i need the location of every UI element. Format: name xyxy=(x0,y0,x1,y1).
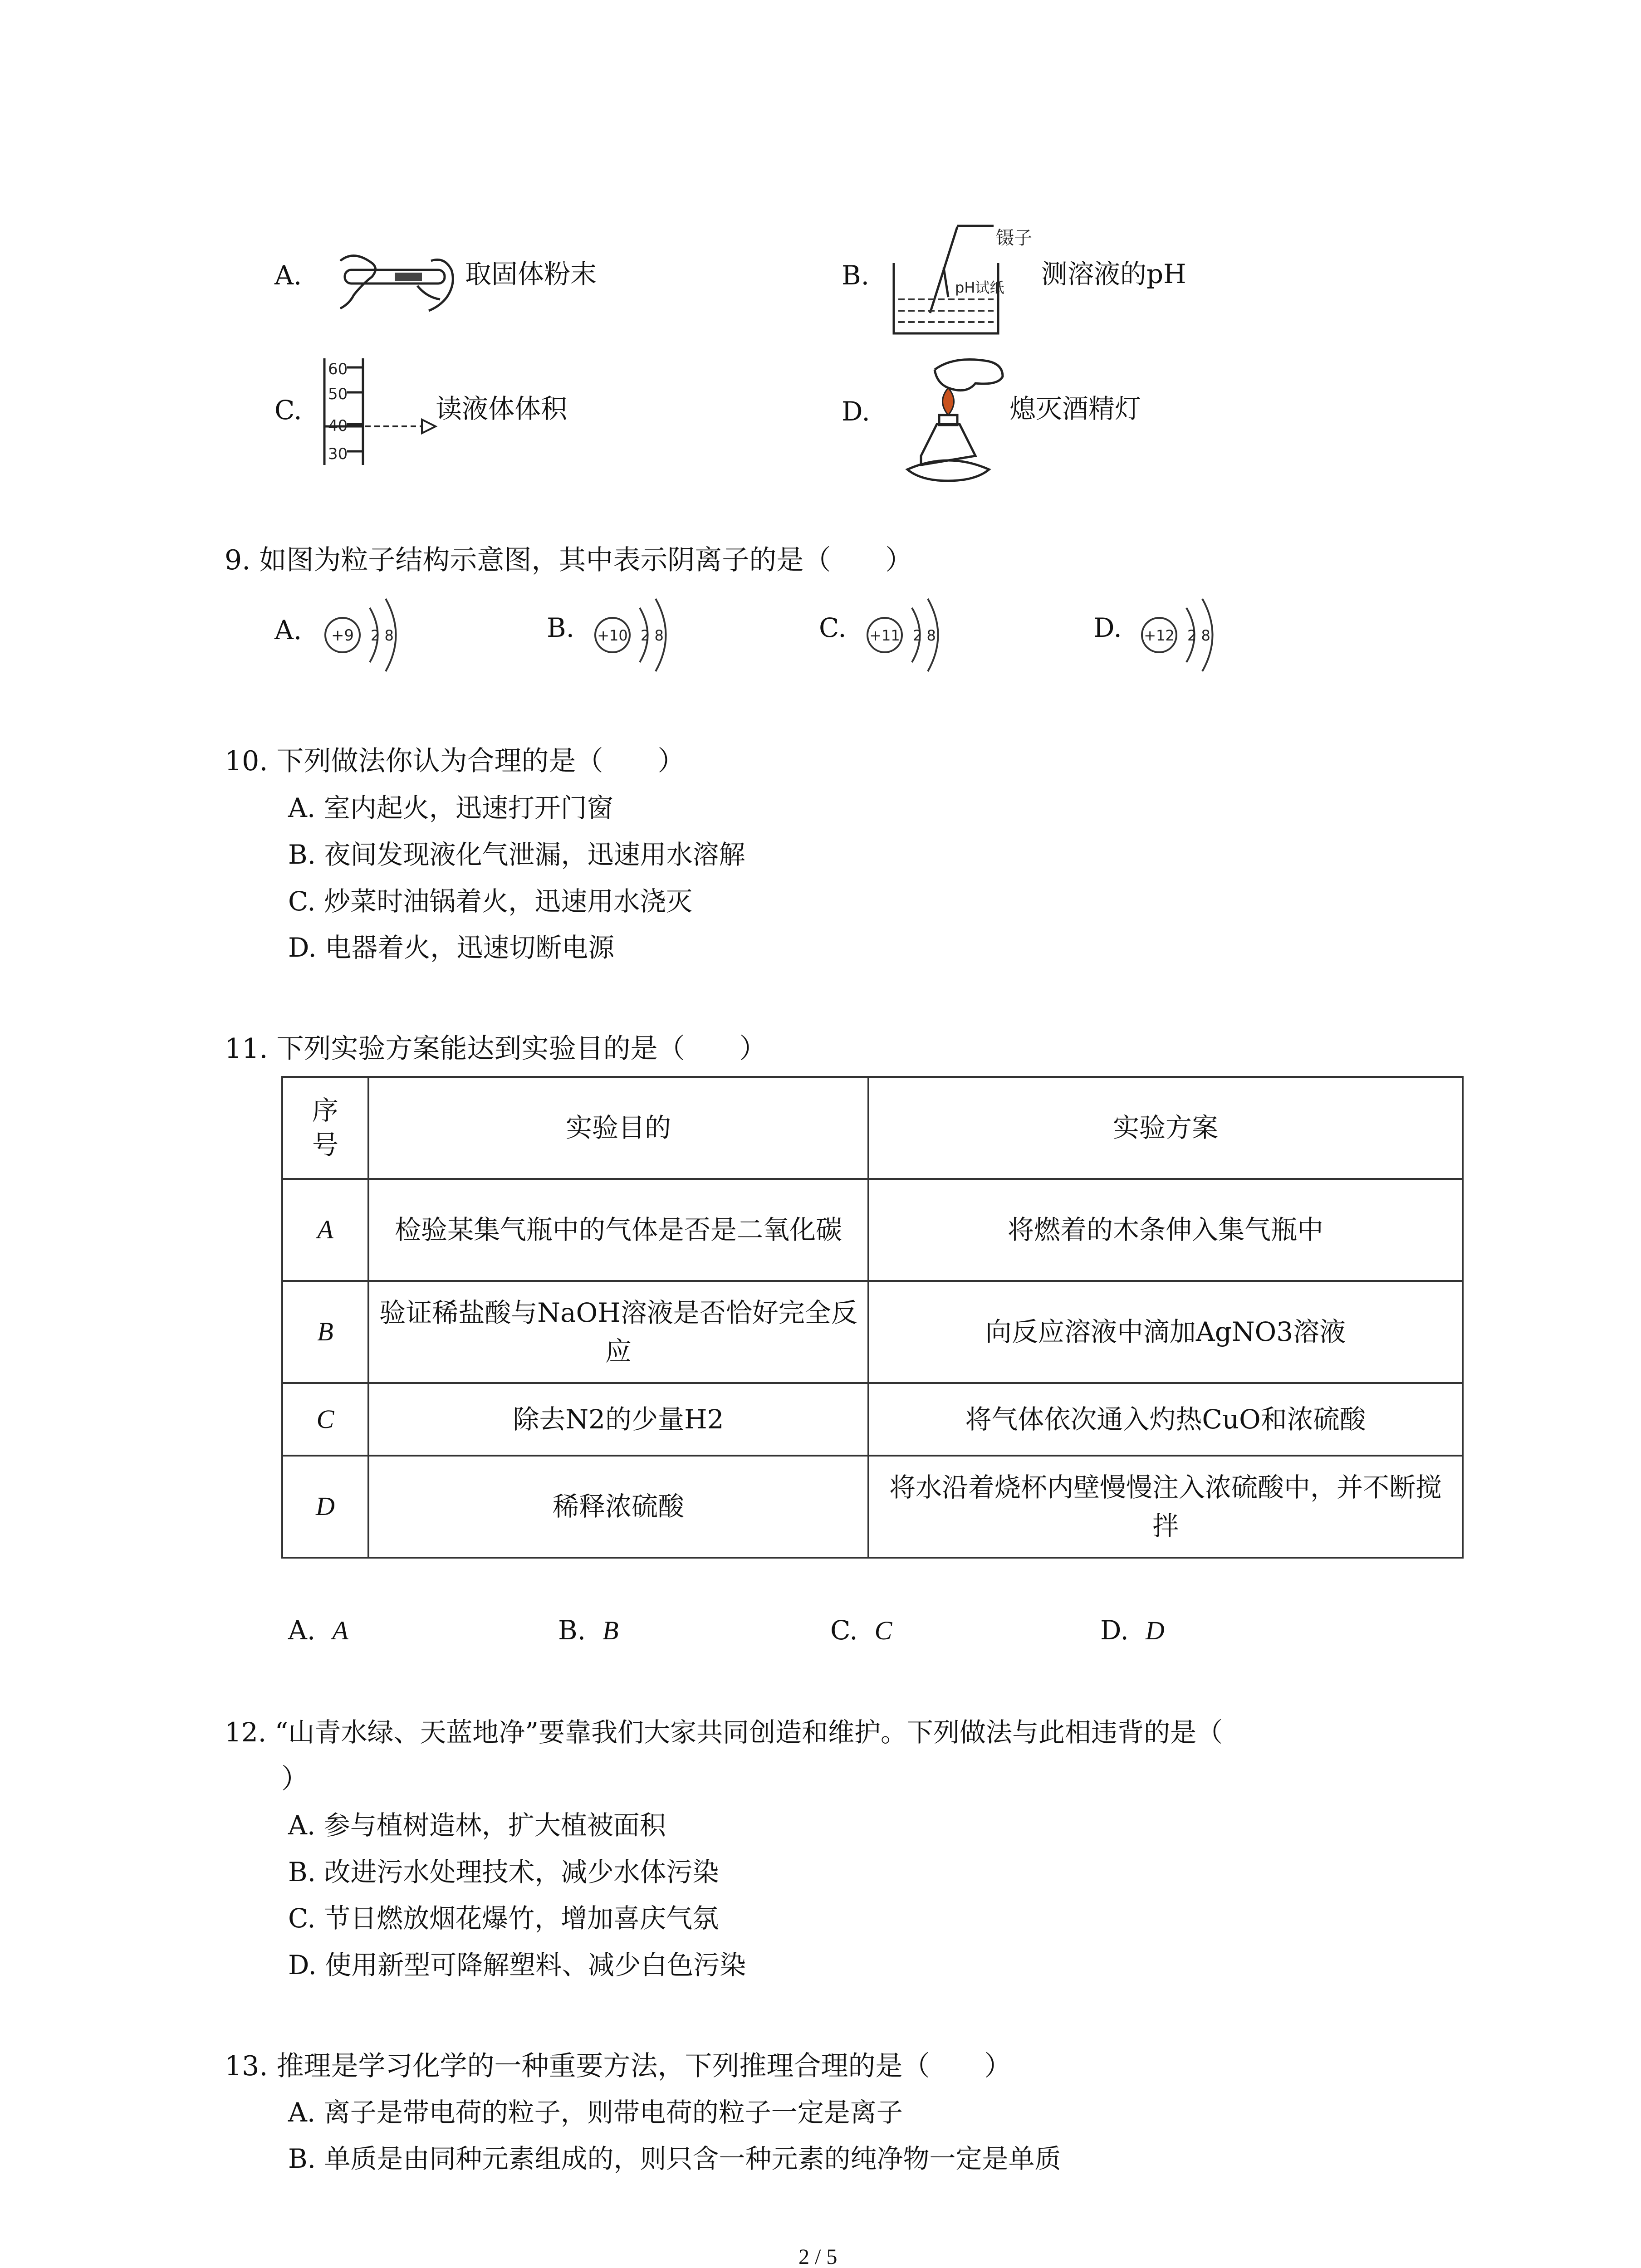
graduated-cylinder-icon xyxy=(320,358,438,467)
row-plan: 将水沿着烧杯内壁慢慢注入浓硫酸中，并不断搅拌 xyxy=(868,1456,1463,1558)
header-index: 序号 xyxy=(282,1077,368,1179)
nucleus-label-a: +9 xyxy=(331,626,354,645)
q13-option-b: B. 单质是由同种元素组成的，则只含一种元素的纯净物一定是单质 xyxy=(288,2143,1061,2174)
q12-stem-line2: ） xyxy=(281,1763,309,1795)
row-plan: 向反应溶液中滴加AgNO3溶液 xyxy=(868,1281,1463,1383)
q11-answer-b: B. B xyxy=(558,1615,619,1646)
q12-stem-line1: 12. “山青水绿、天蓝地净”要靠我们大家共同创造和维护。下列做法与此相违背的是（ xyxy=(225,1717,1223,1748)
q8-option-c-text: 读液体体积 xyxy=(436,393,568,424)
q9-option-c-letter: C. xyxy=(819,612,847,643)
nucleus-label-b: +10 xyxy=(597,627,628,644)
q8-option-a-text: 取固体粉末 xyxy=(465,259,597,289)
shell-label-b: 2 8 xyxy=(641,627,664,644)
test-tube-powder-icon xyxy=(327,243,458,315)
q10-option-d: D. 电器着火，迅速切断电源 xyxy=(288,932,615,963)
q12-option-a: A. 参与植树造林，扩大植被面积 xyxy=(288,1810,666,1841)
alcohol-lamp-icon xyxy=(889,352,1012,483)
row-goal: 验证稀盐酸与NaOH溶液是否恰好完全反应 xyxy=(368,1281,868,1383)
q11-answer-c: C. C xyxy=(830,1615,892,1646)
row-plan: 将燃着的木条伸入集气瓶中 xyxy=(868,1179,1463,1281)
row-goal: 检验某集气瓶中的气体是否是二氧化碳 xyxy=(368,1179,868,1281)
shell-label-d: 2 8 xyxy=(1187,627,1210,644)
q8-option-a-letter: A. xyxy=(274,260,302,291)
q13-option-a: A. 离子是带电荷的粒子，则带电荷的粒子一定是离子 xyxy=(288,2097,903,2128)
atom-diagram-a-icon xyxy=(320,590,411,680)
q8-option-b-letter: B. xyxy=(842,260,870,291)
tweezers-label: 镊子 xyxy=(996,228,1032,249)
table-row xyxy=(282,1281,1463,1383)
q9-option-a-letter: A. xyxy=(274,615,302,645)
table-header-row xyxy=(282,1077,1463,1179)
nucleus-label-d: +12 xyxy=(1144,627,1175,644)
atom-diagram-d-icon xyxy=(1136,590,1227,680)
q8-option-b-text: 测溶液的pH xyxy=(1041,259,1186,289)
q8-option-c-letter: C. xyxy=(274,395,302,425)
shell-label-a: 2 8 xyxy=(371,627,394,644)
tick-30: 30 xyxy=(328,445,348,463)
ph-paper-label: pH试纸 xyxy=(955,279,1004,296)
table-row xyxy=(282,1179,1463,1281)
q9-option-d-letter: D. xyxy=(1093,612,1122,643)
q10-option-a: A. 室内起火，迅速打开门窗 xyxy=(288,792,613,823)
nucleus-label-c: +11 xyxy=(869,627,900,644)
tick-50: 50 xyxy=(328,385,348,403)
q11-answer-d: D. D xyxy=(1100,1615,1165,1646)
table-row xyxy=(282,1456,1463,1558)
row-id: C xyxy=(282,1383,368,1456)
q9-option-b-letter: B. xyxy=(547,612,575,643)
q11-answer-a: A. A xyxy=(288,1615,348,1646)
q8-option-d-text: 熄灭酒精灯 xyxy=(1009,393,1141,424)
row-id: B xyxy=(282,1281,368,1383)
row-goal: 稀释浓硫酸 xyxy=(368,1456,868,1558)
q9-stem: 9. 如图为粒子结构示意图，其中表示阴离子的是（ ） xyxy=(225,544,913,576)
row-plan: 将气体依次通入灼热CuO和浓硫酸 xyxy=(868,1383,1463,1456)
header-goal: 实验目的 xyxy=(368,1077,868,1179)
tick-40: 40 xyxy=(328,417,348,435)
tick-60: 60 xyxy=(328,360,348,378)
page-number: 2 / 5 xyxy=(798,2245,838,2268)
header-plan: 实验方案 xyxy=(868,1077,1463,1179)
row-goal: 除去N2的少量H2 xyxy=(368,1383,868,1456)
atom-diagram-c-icon xyxy=(862,590,953,680)
beaker-ph-icon xyxy=(889,218,1043,340)
q10-option-c: C. 炒菜时油锅着火，迅速用水浇灭 xyxy=(288,886,693,917)
q12-option-c: C. 节日燃放烟花爆竹，增加喜庆气氛 xyxy=(288,1903,719,1934)
q10-stem: 10. 下列做法你认为合理的是（ ） xyxy=(225,745,685,777)
q8-option-d-letter: D. xyxy=(842,396,870,427)
experiment-table xyxy=(281,1076,1464,1559)
row-id: D xyxy=(282,1456,368,1558)
q12-option-d: D. 使用新型可降解塑料、减少白色污染 xyxy=(288,1950,746,1980)
table-row xyxy=(282,1383,1463,1456)
q12-option-b: B. 改进污水处理技术，减少水体污染 xyxy=(288,1857,719,1887)
q10-option-b: B. 夜间发现液化气泄漏，迅速用水溶解 xyxy=(288,839,745,870)
shell-label-c: 2 8 xyxy=(913,627,936,644)
q13-stem: 13. 推理是学习化学的一种重要方法，下列推理合理的是（ ） xyxy=(225,2050,1012,2082)
atom-diagram-b-icon xyxy=(590,590,681,680)
q11-stem: 11. 下列实验方案能达到实验目的是（ ） xyxy=(225,1033,767,1065)
row-id: A xyxy=(282,1179,368,1281)
